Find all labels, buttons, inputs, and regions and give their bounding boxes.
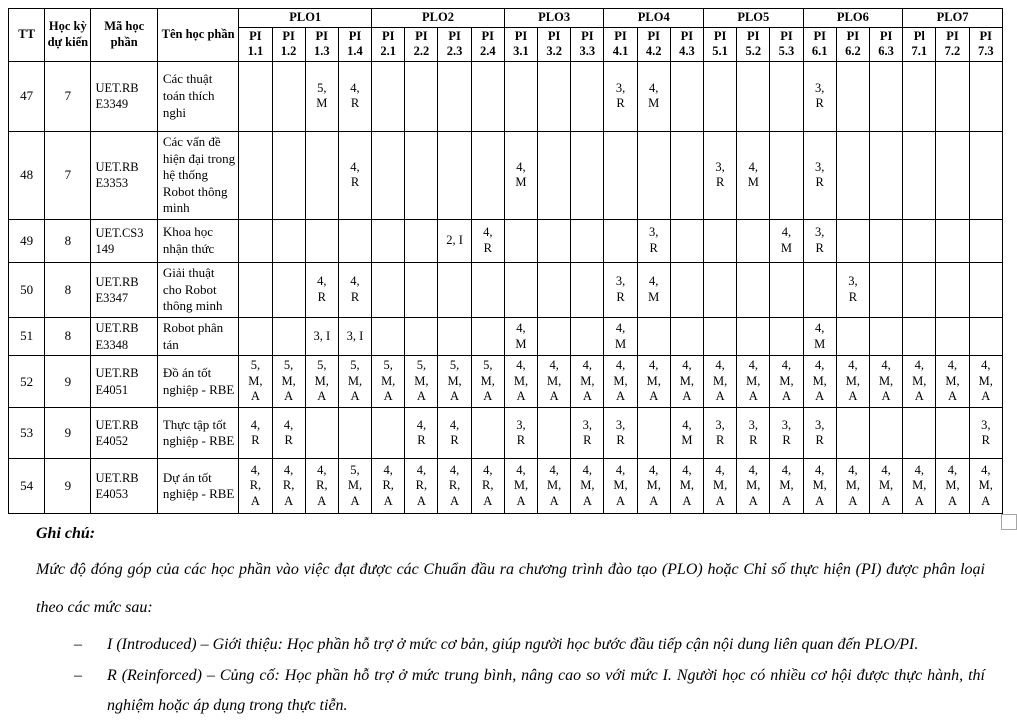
pi-header: PI 6.2 [836, 27, 869, 61]
cell-pi-level: 4, R, A [372, 459, 405, 514]
cell-semester: 7 [45, 61, 91, 131]
cell-pi-level [637, 408, 670, 459]
cell-pi-level [571, 61, 604, 131]
cell-pi-level [936, 317, 969, 355]
cell-tt: 54 [9, 459, 45, 514]
cell-pi-level: 3, R [803, 220, 836, 263]
table-resize-handle[interactable] [1001, 514, 1017, 530]
cell-pi-level [869, 61, 902, 131]
cell-pi-level: 4, M, A [836, 356, 869, 408]
cell-pi-level [538, 220, 571, 263]
cell-pi-level [438, 317, 471, 355]
cell-semester: 8 [45, 263, 91, 318]
cell-pi-level [836, 220, 869, 263]
cell-tt: 47 [9, 61, 45, 131]
cell-pi-level: 4, M, A [803, 356, 836, 408]
pi-header: PI 1.3 [305, 27, 338, 61]
cell-pi-level: 4, M [604, 317, 637, 355]
note-item-text: R (Reinforced) – Củng cố: Học phần hỗ trợ ở mức trung bình, nâng cao so với mức I. Người học có nhiều cơ hội được thực hành, thí nghiệm hoặc áp dụng trong thực tiễn. [107, 666, 985, 714]
cell-pi-level [438, 263, 471, 318]
plo-group-header: PLO1 [239, 9, 372, 28]
cell-pi-level [936, 220, 969, 263]
cell-pi-level: 4, M, A [637, 459, 670, 514]
column-header-code: Mã học phần [91, 9, 157, 62]
cell-pi-level [903, 408, 936, 459]
cell-pi-level [670, 317, 703, 355]
pi-header: Pl 7.1 [903, 27, 936, 61]
cell-pi-level: 4, M, A [737, 459, 770, 514]
cell-pi-level [869, 263, 902, 318]
cell-pi-level: 4, M [637, 263, 670, 318]
cell-pi-level [604, 131, 637, 219]
cell-pi-level [936, 131, 969, 219]
plo-group-header: PLO6 [803, 9, 903, 28]
cell-pi-level: 5, M, A [372, 356, 405, 408]
cell-pi-level: 4, R [305, 263, 338, 318]
cell-pi-level: 3, R [604, 263, 637, 318]
cell-pi-level [936, 263, 969, 318]
cell-pi-level: 4, M, A [538, 459, 571, 514]
cell-pi-level [405, 131, 438, 219]
cell-semester: 9 [45, 459, 91, 514]
cell-pi-level: 5, M, A [239, 356, 272, 408]
plo-group-header: PLO3 [504, 9, 604, 28]
cell-pi-level: 4, R, A [471, 459, 504, 514]
course-row [9, 356, 1003, 408]
pi-header: PI 4.2 [637, 27, 670, 61]
cell-pi-level: 4, M, A [504, 356, 537, 408]
pi-header: PI 3.2 [538, 27, 571, 61]
cell-pi-level [471, 408, 504, 459]
cell-pi-level [969, 61, 1002, 131]
cell-pi-level [405, 61, 438, 131]
cell-pi-level [836, 61, 869, 131]
cell-pi-level: 4, R [471, 220, 504, 263]
cell-pi-level [338, 220, 371, 263]
cell-course-code: UET.RB E3347 [91, 263, 157, 318]
cell-pi-level [372, 317, 405, 355]
pi-header: PI 5.3 [770, 27, 803, 61]
cell-pi-level [538, 61, 571, 131]
cell-pi-level: 4, M, A [803, 459, 836, 514]
pi-header: PI 2.3 [438, 27, 471, 61]
cell-pi-level [372, 61, 405, 131]
cell-pi-level [704, 317, 737, 355]
cell-pi-level [903, 131, 936, 219]
pi-header: PI 1.1 [239, 27, 272, 61]
cell-pi-level: 4, R, A [405, 459, 438, 514]
pi-header: PI 6.1 [803, 27, 836, 61]
cell-course-name: Các vấn đề hiện đại trong hệ thống Robot thông minh [157, 131, 238, 219]
cell-pi-level: 4, R, A [272, 459, 305, 514]
pi-header: PI 3.3 [571, 27, 604, 61]
cell-pi-level [737, 317, 770, 355]
cell-pi-level: 3, R [836, 263, 869, 318]
notes-section [36, 525, 985, 720]
pi-header: PI 7.3 [969, 27, 1002, 61]
pi-header: PI 5.1 [704, 27, 737, 61]
cell-pi-level [405, 220, 438, 263]
cell-pi-level: 4, M, A [936, 459, 969, 514]
cell-pi-level [770, 317, 803, 355]
cell-pi-level [239, 61, 272, 131]
cell-pi-level: 5, M, A [471, 356, 504, 408]
cell-pi-level [239, 317, 272, 355]
cell-pi-level [239, 263, 272, 318]
cell-semester: 9 [45, 408, 91, 459]
cell-pi-level: 4, M [803, 317, 836, 355]
cell-tt: 49 [9, 220, 45, 263]
cell-pi-level: 3, I [338, 317, 371, 355]
cell-pi-level [704, 263, 737, 318]
cell-pi-level [604, 220, 637, 263]
cell-pi-level [571, 131, 604, 219]
cell-pi-level [438, 61, 471, 131]
cell-pi-level [538, 317, 571, 355]
cell-pi-level [272, 220, 305, 263]
cell-pi-level [272, 263, 305, 318]
cell-tt: 53 [9, 408, 45, 459]
cell-pi-level: 3, R [803, 61, 836, 131]
cell-pi-level [670, 61, 703, 131]
cell-pi-level [571, 317, 604, 355]
cell-pi-level [670, 263, 703, 318]
cell-pi-level: 5, M, A [305, 356, 338, 408]
pi-header: PI 1.4 [338, 27, 371, 61]
cell-pi-level: 4, M, A [504, 459, 537, 514]
cell-pi-level [869, 408, 902, 459]
cell-pi-level: 4, M, A [737, 356, 770, 408]
plo-group-header: PLO2 [372, 9, 505, 28]
cell-pi-level: 3, I [305, 317, 338, 355]
cell-tt: 50 [9, 263, 45, 318]
plo-mapping-table [8, 8, 1003, 514]
pi-header: PI 2.2 [405, 27, 438, 61]
cell-pi-level [438, 131, 471, 219]
cell-pi-level: 4, M, A [670, 459, 703, 514]
cell-pi-level: 4, M, A [604, 356, 637, 408]
cell-course-name: Khoa học nhận thức [157, 220, 238, 263]
cell-pi-level: 4, M, A [903, 356, 936, 408]
cell-pi-level [903, 317, 936, 355]
cell-course-code: UET.RB E4052 [91, 408, 157, 459]
cell-pi-level [770, 61, 803, 131]
cell-pi-level: 4, M [770, 220, 803, 263]
pi-header: PI 3.1 [504, 27, 537, 61]
cell-pi-level [969, 317, 1002, 355]
cell-course-name: Giải thuật cho Robot thông minh [157, 263, 238, 318]
cell-pi-level: 4, M [504, 317, 537, 355]
cell-pi-level [239, 220, 272, 263]
cell-pi-level [770, 263, 803, 318]
cell-pi-level: 5, M [305, 61, 338, 131]
cell-course-code: UET.RB E3348 [91, 317, 157, 355]
cell-pi-level: 3, R [571, 408, 604, 459]
notes-title: Ghi chú: [36, 525, 96, 543]
plo-group-header: PLO7 [903, 9, 1003, 28]
cell-pi-level [471, 317, 504, 355]
plo-mapping-table-wrapper [8, 8, 1003, 514]
cell-course-name: Dự án tốt nghiệp - RBE [157, 459, 238, 514]
column-header-name: Tên học phần [157, 9, 238, 62]
cell-course-name: Robot phân tán [157, 317, 238, 355]
cell-pi-level: 4, M, A [903, 459, 936, 514]
cell-pi-level: 4, R [338, 61, 371, 131]
cell-pi-level [471, 61, 504, 131]
cell-tt: 51 [9, 317, 45, 355]
cell-pi-level [836, 131, 869, 219]
cell-pi-level [471, 263, 504, 318]
cell-semester: 9 [45, 356, 91, 408]
cell-pi-level [538, 408, 571, 459]
cell-pi-level: 4, R, A [239, 459, 272, 514]
cell-pi-level [504, 263, 537, 318]
cell-pi-level: 4, M, A [637, 356, 670, 408]
cell-pi-level [936, 408, 969, 459]
cell-course-code: UET.RB E4053 [91, 459, 157, 514]
cell-pi-level [903, 263, 936, 318]
cell-pi-level [704, 61, 737, 131]
cell-pi-level: 4, M, A [836, 459, 869, 514]
cell-pi-level [704, 220, 737, 263]
cell-pi-level: 3, R [770, 408, 803, 459]
plo-group-header: PLO5 [704, 9, 804, 28]
cell-pi-level [903, 220, 936, 263]
cell-pi-level: 3, R [604, 61, 637, 131]
cell-pi-level: 3, R [704, 408, 737, 459]
cell-pi-level [770, 131, 803, 219]
cell-semester: 7 [45, 131, 91, 219]
cell-pi-level [737, 220, 770, 263]
cell-pi-level: 4, M, A [770, 356, 803, 408]
cell-pi-level [936, 61, 969, 131]
note-item [74, 630, 985, 660]
cell-pi-level: 4, M, A [571, 459, 604, 514]
cell-pi-level: 5, M, A [338, 356, 371, 408]
cell-pi-level: 4, M [637, 61, 670, 131]
cell-pi-level: 4, M [670, 408, 703, 459]
cell-pi-level: 3, R [803, 131, 836, 219]
cell-pi-level: 5, M, A [405, 356, 438, 408]
cell-pi-level: 4, M, A [571, 356, 604, 408]
cell-pi-level [372, 263, 405, 318]
cell-pi-level [737, 263, 770, 318]
pi-header: PI 6.3 [869, 27, 902, 61]
cell-pi-level [737, 61, 770, 131]
cell-tt: 48 [9, 131, 45, 219]
cell-pi-level [305, 408, 338, 459]
course-row [9, 459, 1003, 514]
cell-pi-level [471, 131, 504, 219]
cell-pi-level [504, 61, 537, 131]
cell-pi-level [836, 408, 869, 459]
pi-header: PI 4.1 [604, 27, 637, 61]
cell-tt: 52 [9, 356, 45, 408]
pi-header: PI 1.2 [272, 27, 305, 61]
pi-header: PI 2.1 [372, 27, 405, 61]
cell-pi-level: 3, R [704, 131, 737, 219]
cell-pi-level: 4, M, A [936, 356, 969, 408]
cell-pi-level [869, 131, 902, 219]
cell-pi-level: 2, I [438, 220, 471, 263]
cell-course-code: UET.RB E4051 [91, 356, 157, 408]
cell-pi-level [869, 220, 902, 263]
cell-pi-level [405, 263, 438, 318]
cell-course-code: UET.RB E3349 [91, 61, 157, 131]
cell-pi-level: 4, M, A [538, 356, 571, 408]
pi-header: PI 4.3 [670, 27, 703, 61]
cell-pi-level: 4, R [338, 263, 371, 318]
cell-pi-level [372, 220, 405, 263]
cell-pi-level: 4, R [338, 131, 371, 219]
cell-pi-level: 5, M, A [272, 356, 305, 408]
cell-pi-level: 5, M, A [438, 356, 471, 408]
cell-pi-level: 3, R [637, 220, 670, 263]
column-header-semester: Học kỳ dự kiến [45, 9, 91, 62]
cell-pi-level [637, 131, 670, 219]
course-row [9, 131, 1003, 219]
cell-pi-level: 5, M, A [338, 459, 371, 514]
note-item-marker: – [74, 666, 82, 684]
cell-pi-level: 4, R [405, 408, 438, 459]
course-row [9, 408, 1003, 459]
cell-course-code: UET.CS3 149 [91, 220, 157, 263]
cell-pi-level [305, 220, 338, 263]
pi-header: PI 2.4 [471, 27, 504, 61]
cell-pi-level: 4, M, A [704, 356, 737, 408]
cell-pi-level: 4, R [438, 408, 471, 459]
cell-pi-level [869, 317, 902, 355]
course-row [9, 263, 1003, 318]
notes-intro: Mức độ đóng góp của các học phần vào việc đạt được các Chuẩn đầu ra chương trình đào tạo (PLO) hoặc Chỉ số thực hiện (PI) được phân loại theo các mức sau: [36, 561, 985, 616]
cell-pi-level [803, 263, 836, 318]
cell-pi-level: 4, R, A [305, 459, 338, 514]
cell-pi-level: 4, M, A [770, 459, 803, 514]
cell-pi-level [571, 263, 604, 318]
cell-pi-level [504, 220, 537, 263]
cell-pi-level: 4, R [239, 408, 272, 459]
cell-pi-level: 3, R [969, 408, 1002, 459]
cell-pi-level: 4, M [504, 131, 537, 219]
cell-pi-level: 3, R [604, 408, 637, 459]
cell-pi-level [637, 317, 670, 355]
cell-pi-level [338, 408, 371, 459]
cell-pi-level [305, 131, 338, 219]
note-item-text: I (Introduced) – Giới thiệu: Học phần hỗ trợ ở mức cơ bản, giúp người học bước đầu tiếp cận nội dung liên quan đến PLO/PI. [107, 636, 919, 654]
cell-pi-level: 4, R, A [438, 459, 471, 514]
cell-pi-level [903, 61, 936, 131]
course-row [9, 317, 1003, 355]
cell-pi-level: 4, M [737, 131, 770, 219]
pi-header: PI 5.2 [737, 27, 770, 61]
cell-pi-level [372, 408, 405, 459]
cell-pi-level [272, 61, 305, 131]
cell-pi-level: 4, M, A [869, 356, 902, 408]
cell-pi-level [538, 131, 571, 219]
cell-pi-level: 4, M, A [869, 459, 902, 514]
cell-pi-level [571, 220, 604, 263]
note-item [74, 661, 985, 720]
cell-pi-level [969, 263, 1002, 318]
course-row [9, 61, 1003, 131]
cell-pi-level: 3, R [803, 408, 836, 459]
cell-pi-level [405, 317, 438, 355]
cell-semester: 8 [45, 317, 91, 355]
cell-pi-level [372, 131, 405, 219]
cell-pi-level: 3, R [504, 408, 537, 459]
cell-pi-level [836, 317, 869, 355]
cell-course-name: Đồ án tốt nghiệp - RBE [157, 356, 238, 408]
cell-pi-level [670, 131, 703, 219]
note-item-marker: – [74, 636, 82, 654]
cell-course-code: UET.RB E3353 [91, 131, 157, 219]
cell-pi-level: 4, M, A [969, 459, 1002, 514]
cell-pi-level: 4, M, A [670, 356, 703, 408]
cell-pi-level [272, 317, 305, 355]
cell-pi-level: 4, R [272, 408, 305, 459]
cell-pi-level [969, 131, 1002, 219]
plo-group-header: PLO4 [604, 9, 704, 28]
cell-pi-level: 4, M, A [969, 356, 1002, 408]
cell-course-name: Thực tập tốt nghiệp - RBE [157, 408, 238, 459]
cell-pi-level: 4, M, A [704, 459, 737, 514]
cell-pi-level: 3, R [737, 408, 770, 459]
cell-semester: 8 [45, 220, 91, 263]
column-header-tt: TT [9, 9, 45, 62]
pi-header: PI 7.2 [936, 27, 969, 61]
cell-pi-level [670, 220, 703, 263]
cell-pi-level [239, 131, 272, 219]
cell-course-name: Các thuật toán thích nghi [157, 61, 238, 131]
cell-pi-level [272, 131, 305, 219]
course-row [9, 220, 1003, 263]
cell-pi-level [538, 263, 571, 318]
cell-pi-level [969, 220, 1002, 263]
cell-pi-level: 4, M, A [604, 459, 637, 514]
